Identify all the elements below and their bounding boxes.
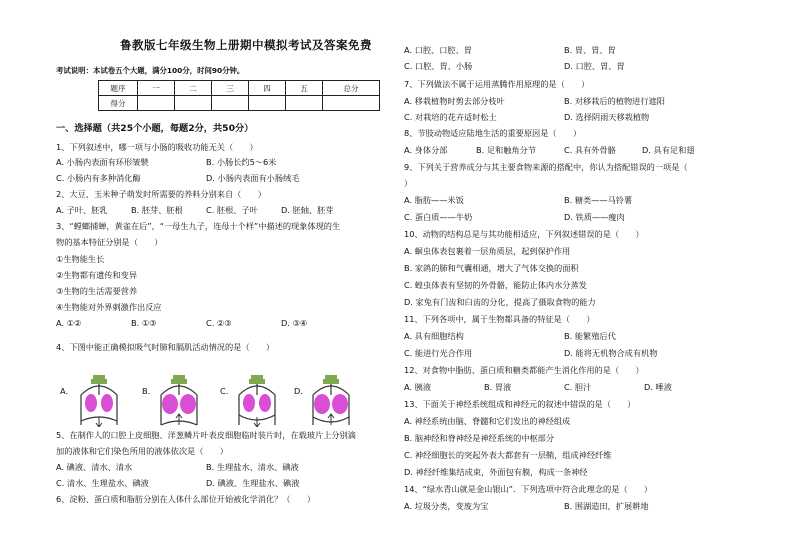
option[interactable]: A. 碘液、清水、清水 <box>56 462 133 472</box>
option[interactable]: D. 神经纤维集结成束，外面包有膜，构成一条神经 <box>404 467 588 477</box>
option[interactable]: A. 脂肪——米饭 <box>404 195 464 205</box>
option[interactable]: A. 小肠内表面有环形皱襞 <box>56 157 149 167</box>
score-table-row <box>99 96 380 111</box>
question-7: 7、下列做法不属于运用蒸腾作用原理的是（ ） <box>404 79 590 89</box>
option[interactable]: B. 脑神经和脊神经是神经系统的中枢部分 <box>404 433 555 443</box>
question-14: 14、“绿水青山就是金山银山”．下列选项中符合此理念的是（ ） <box>404 484 653 494</box>
diagram-label-c[interactable]: C. <box>220 386 229 396</box>
option[interactable]: A. ①② <box>56 318 82 328</box>
option[interactable]: C. 神经细胞长的突起外表大都套有一层鞘，组成神经纤维 <box>404 450 612 460</box>
statement: ②生物都有遗传和变异 <box>56 270 138 280</box>
option[interactable]: B. 能繁殖后代 <box>564 331 616 341</box>
bell-jar-lung-model-d <box>304 373 358 427</box>
option[interactable]: D. 铁质——瘦肉 <box>564 212 625 222</box>
option[interactable]: A. 神经系统由脑、脊髓和它们发出的神经组成 <box>404 416 571 426</box>
option[interactable]: C. 蝗虫体表有坚韧的外骨骼，能防止体内水分蒸发 <box>404 280 587 290</box>
score-header-cell: 四 <box>249 81 286 96</box>
score-cell[interactable] <box>323 96 380 111</box>
score-table-header <box>99 81 380 96</box>
option[interactable]: A. 子叶、胚乳 <box>56 205 108 215</box>
score-header-cell: 二 <box>175 81 212 96</box>
score-cell[interactable] <box>175 96 212 111</box>
option[interactable]: A. 口腔、口腔、胃 <box>404 45 472 55</box>
score-table <box>98 80 380 111</box>
question-2: 2、大豆、玉米种子萌发时所需要的养料分别来自（ ） <box>56 189 266 199</box>
option[interactable]: C. 清水、生理盐水、碘液 <box>56 478 149 488</box>
option[interactable]: B. 胃、胃、胃 <box>564 45 616 55</box>
question-9-cont: ） <box>404 178 413 188</box>
option[interactable]: D. 具有足和翅 <box>642 145 695 155</box>
question-1: 1、下列叙述中，哪一项与小肠的吸收功能无关（ ） <box>56 142 258 152</box>
option[interactable]: D. 小肠内表面有小肠绒毛 <box>206 173 300 183</box>
bell-jar-lung-model-a <box>72 373 126 427</box>
statement: ①生物能生长 <box>56 254 105 264</box>
exam-note: 考试说明：本试卷五个大题，满分100分，时间90分钟。 <box>56 66 245 75</box>
option[interactable]: C. 对栽培的花卉适时松土 <box>404 112 497 122</box>
question-9: 9、下列关于营养成分与其主要食物来源的搭配中，你认为搭配错误的一项是（ <box>404 162 688 172</box>
option[interactable]: C. 小肠内有多种消化酶 <box>56 173 141 183</box>
score-header-cell: 一 <box>138 81 175 96</box>
diagram-label-d[interactable]: D. <box>294 386 303 396</box>
option[interactable]: D. 胚轴、胚芽 <box>281 205 334 215</box>
score-cell[interactable] <box>212 96 249 111</box>
option[interactable]: C. 具有外骨骼 <box>564 145 616 155</box>
bell-jar-lung-model-b <box>152 373 206 427</box>
option[interactable]: B. 生理盐水、清水、碘液 <box>206 462 299 472</box>
option[interactable]: B. 胃液 <box>484 382 512 392</box>
score-header-cell: 总分 <box>323 81 380 96</box>
option[interactable]: C. 胚根、子叶 <box>206 205 258 215</box>
option[interactable]: B. 足和触角分节 <box>476 145 536 155</box>
option[interactable]: D. 选择阴雨天移栽植物 <box>564 112 650 122</box>
option[interactable]: C. 胆汁 <box>564 382 592 392</box>
question-4: 4、下图中能正确模拟吸气时肺和膈肌活动情况的是（ ） <box>56 342 275 352</box>
option[interactable]: A. 身体分部 <box>404 145 448 155</box>
option[interactable]: D. ③④ <box>281 318 308 328</box>
score-row-label: 得分 <box>99 96 138 111</box>
option[interactable]: A. 胰液 <box>404 382 432 392</box>
score-header-cell: 三 <box>212 81 249 96</box>
option[interactable]: B. 家鸽的肺和气囊相通，增大了气体交换的面积 <box>404 263 579 273</box>
question-3-cont: 物的基本特征分别是（ ） <box>56 237 163 247</box>
page-title: 鲁教版七年级生物上册期中模拟考试及答案免费 <box>120 38 372 52</box>
question-11: 11、下列各项中，属于生物都具备的特征是（ ） <box>404 314 595 324</box>
score-cell[interactable] <box>138 96 175 111</box>
option[interactable]: C. 蛋白质——牛奶 <box>404 212 473 222</box>
option[interactable]: D. 口腔、胃、胃 <box>564 61 625 71</box>
option[interactable]: A. 移栽植物时剪去部分枝叶 <box>404 96 505 106</box>
question-13: 13、下面关于神经系统组成和神经元的叙述中错误的是（ ） <box>404 399 636 409</box>
option[interactable]: A. 具有细胞结构 <box>404 331 464 341</box>
option[interactable]: B. 胚芽、胚根 <box>131 205 183 215</box>
section-heading: 一、选择题（共25个小题，每题2分，共50分） <box>56 123 254 134</box>
question-5: 5、在制作人的口腔上皮细胞、洋葱鳞片叶表皮细胞临时装片时，在载玻片上分别滴 <box>56 430 356 440</box>
option[interactable]: C. ②③ <box>206 318 232 328</box>
score-cell[interactable] <box>249 96 286 111</box>
option[interactable]: D. 家兔有门齿和臼齿的分化，提高了摄取食物的能力 <box>404 297 596 307</box>
bell-jar-lung-model-c <box>230 373 284 427</box>
option[interactable]: D. 碘液、生理盐水、碘液 <box>206 478 300 488</box>
option[interactable]: B. 对移栽后的植物进行遮阳 <box>564 96 665 106</box>
diagram-label-a[interactable]: A. <box>60 386 69 396</box>
score-cell[interactable] <box>286 96 323 111</box>
question-5-cont: 加的液体和它们染色所用的液体依次是（ ） <box>56 446 228 456</box>
option[interactable]: B. 围湖造田，扩展耕地 <box>564 501 649 511</box>
question-10: 10、动物的结构总是与其功能相适应，下列叙述错误的是（ ） <box>404 229 644 239</box>
option[interactable]: D. 唾液 <box>644 382 672 392</box>
question-8: 8、节肢动物适应陆地生活的重要原因是（ ） <box>404 128 582 138</box>
diagram-label-b[interactable]: B. <box>142 386 151 396</box>
option[interactable]: D. 能将无机物合成有机物 <box>564 348 658 358</box>
score-header-cell: 五 <box>286 81 323 96</box>
option[interactable]: C. 口腔、胃、小肠 <box>404 61 473 71</box>
option[interactable]: B. 糖类——马铃薯 <box>564 195 633 205</box>
statement: ④生物能对外界刺激作出反应 <box>56 302 162 312</box>
statement: ③生物的生活需要营养 <box>56 286 138 296</box>
score-header-cell: 题序 <box>99 81 138 96</box>
option[interactable]: C. 能进行光合作用 <box>404 348 473 358</box>
question-12: 12、对食物中脂肪、蛋白质和糖类都能产生消化作用的是（ ） <box>404 365 644 375</box>
option[interactable]: B. 小肠长约5～6米 <box>206 157 277 167</box>
question-6: 6、淀粉、蛋白质和脂肪分别在人体什么部位开始被化学消化？（ ） <box>56 494 316 504</box>
option[interactable]: A. 垃圾分类，变废为宝 <box>404 501 489 511</box>
question-3: 3、“螳螂捕蝉，黄雀在后”，“一母生九子，连母十个样”中描述的现象体现的生 <box>56 221 341 231</box>
option[interactable]: A. 蛔虫体表包裹着一层角质层，起到保护作用 <box>404 246 571 256</box>
option[interactable]: B. ①③ <box>131 318 157 328</box>
